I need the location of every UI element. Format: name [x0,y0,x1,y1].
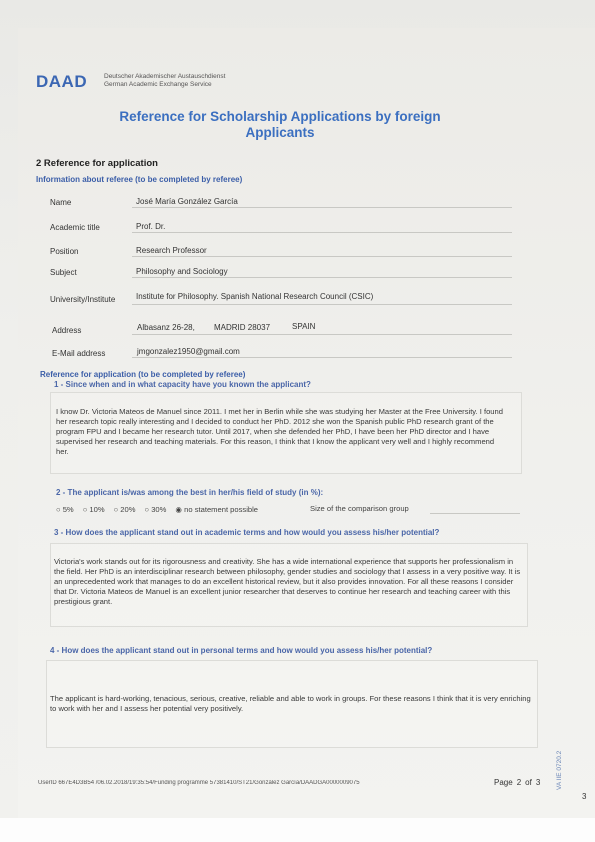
radio-option-10[interactable]: ○ 10% [82,505,105,514]
subject-value: Philosophy and Sociology [136,267,228,276]
name-label: Name [50,198,72,207]
question-1: 1 - Since when and in what capacity have you known the applicant? [54,380,311,389]
answer-3-text: Victoria's work stands out for its rigorousness and creativity. She has a wide international experience that supports her professionalism in the field. Her PhD is an interdisciplinar research between philosophy, gender studies and sociology that I assess in a very positive way. It is an unprecedented work that manages to do an excellent historical review, but it also provides innovation. For all these reasons I consider that Dr. Victoria Mateos de Manuel is an excellent junior researcher that deserves to continue her research and teaching career with this prestigious grant. [54,557,521,606]
address-country: SPAIN [292,322,316,331]
daad-logo-subtitle: Deutscher Akademischer Austauschdienst German Academic Exchange Service [104,73,226,88]
referee-info-heading: Information about referee (to be completed by referee) [36,175,243,184]
radio-option-5[interactable]: ○ 5% [56,505,74,514]
bottom-margin [0,818,595,842]
address-city: MADRID 28037 [214,323,271,332]
question-4: 4 - How does the applicant stand out in personal terms and how would you assess his/her potential? [50,646,433,655]
answer-4-text: The applicant is hard-working, tenacious, serious, creative, reliable and able to work in groups. For these reasons I think that it is very enriching to work with her and I assess her potential very positively. [50,694,531,713]
position-label: Position [50,247,79,256]
address-street: Albasanz 26-28, [137,323,195,332]
academic-title-label: Academic title [50,223,100,232]
position-value: Research Professor [136,246,207,255]
address-label: Address [52,326,82,335]
name-underline [132,207,512,208]
name-value: José María González García [136,197,238,206]
email-underline [132,357,512,358]
academic-title-value: Prof. Dr. [136,222,166,231]
comparison-group-field[interactable] [430,513,520,514]
subject-label: Subject [50,268,77,277]
question-2: 2 - The applicant is/was among the best in her/his field of study (in %): [56,488,324,497]
daad-logo: DAAD [36,72,88,91]
position-underline [132,256,512,257]
university-underline [132,304,512,305]
radio-option-no-statement[interactable]: ◉ no statement possible [175,505,259,514]
email-value: jmgonzalez1950@gmail.com [137,347,240,356]
footer-user-id: UserID 667E4D3B54 /06.02.2018/19:35:54/Funding programme 57381410/ST21/González García/DAADGA0000009075 [38,780,360,786]
page-indicator: Page 2 of 3 [494,778,541,787]
percentile-radio-group [56,505,258,514]
side-stamp: VA IIE 0720.2 [556,750,563,790]
radio-option-20[interactable]: ○ 20% [113,505,136,514]
university-value: Institute for Philosophy. Spanish National Research Council (CSIC) [136,292,374,301]
academic-title-underline [132,232,512,233]
email-label: E-Mail address [52,349,106,358]
section-heading: 2 Reference for application [36,158,158,169]
application-heading: Reference for application (to be completed by referee) [40,370,246,379]
radio-option-30[interactable]: ○ 30% [144,505,167,514]
corner-page-number: 3 [582,792,587,801]
page-title: Reference for Scholarship Applications by foreign Applicants [119,109,441,140]
university-label: University/Institute [50,295,116,304]
question-3: 3 - How does the applicant stand out in academic terms and how would you assess his/her potential? [54,528,440,537]
subject-underline [132,277,512,278]
comparison-group-label: Size of the comparison group [310,504,409,513]
answer-1-text: I know Dr. Victoria Mateos de Manuel since 2011. I met her in Berlin while she was studying her Master at the Free University. I found her research topic really interesting and I decided to conduct her PhD. 2012 she won the Spanish public PhD research grant of the program FPU and I became her research tutor. Until 2017, when she defended her PhD, I have been her PhD director and I have supervised her research and teaching materials. For this reason, I think that I know the applicant very well and I highly recommend her. [56,407,503,456]
address-underline [132,334,512,335]
